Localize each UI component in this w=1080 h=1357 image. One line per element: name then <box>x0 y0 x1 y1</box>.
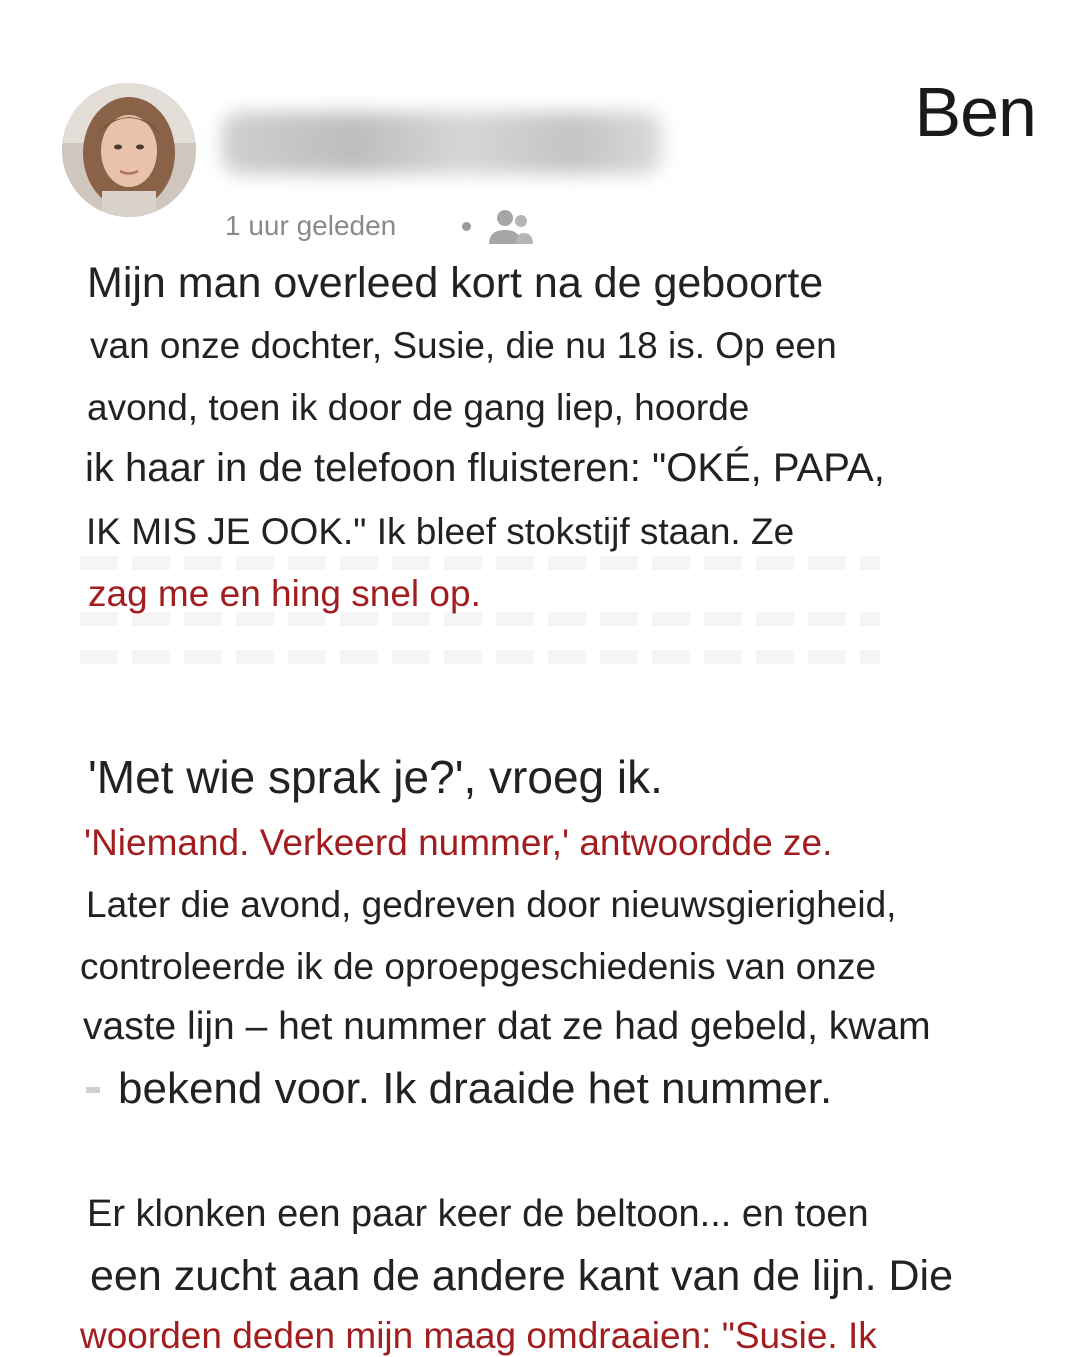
timestamp: 1 uur geleden <box>225 210 397 241</box>
post-text-line: een zucht aan de andere kant van de lijn. Die <box>90 1252 953 1300</box>
account-name-blurred[interactable] <box>222 112 662 174</box>
post-text-line: Later die avond, gedreven door nieuwsgierigheid, <box>86 884 897 925</box>
post-text-line: Er klonken een paar keer de beltoon... en toen <box>87 1193 869 1235</box>
avatar-photo <box>62 83 196 217</box>
separator-dot <box>462 222 471 231</box>
post-text-line: zag me en hing snel op. <box>88 573 481 614</box>
group-icon[interactable] <box>485 206 535 246</box>
post-text-line: 'Met wie sprak je?', vroeg ik. <box>88 751 663 803</box>
artifact-mark <box>86 1087 100 1093</box>
post-text-line: van onze dochter, Susie, die nu 18 is. Op een <box>90 325 837 366</box>
post-text-line: woorden deden mijn maag omdraaien: "Susie. Ik <box>80 1315 877 1356</box>
post-text-line: bekend voor. Ik draaide het nummer. <box>118 1064 833 1113</box>
faded-text-row <box>80 650 880 664</box>
post-text-line: Mijn man overleed kort na de geboorte <box>87 259 824 307</box>
page-title: Ben <box>914 73 1036 151</box>
post-text-line: avond, toen ik door de gang liep, hoorde <box>87 387 750 428</box>
post-text-line: IK MIS JE OOK." Ik bleef stokstijf staan. Ze <box>86 511 795 552</box>
post-meta <box>225 206 535 246</box>
post-text-line: 'Niemand. Verkeerd nummer,' antwoordde ze. <box>84 822 833 863</box>
post-text-line: vaste lijn – het nummer dat ze had gebeld, kwam <box>83 1005 931 1048</box>
avatar[interactable] <box>62 83 196 217</box>
faded-text-row <box>80 556 880 570</box>
post-text-line: controleerde ik de oproepgeschiedenis van onze <box>80 946 877 987</box>
post-text-line: ik haar in de telefoon fluisteren: "OKÉ, PAPA, <box>85 446 885 490</box>
